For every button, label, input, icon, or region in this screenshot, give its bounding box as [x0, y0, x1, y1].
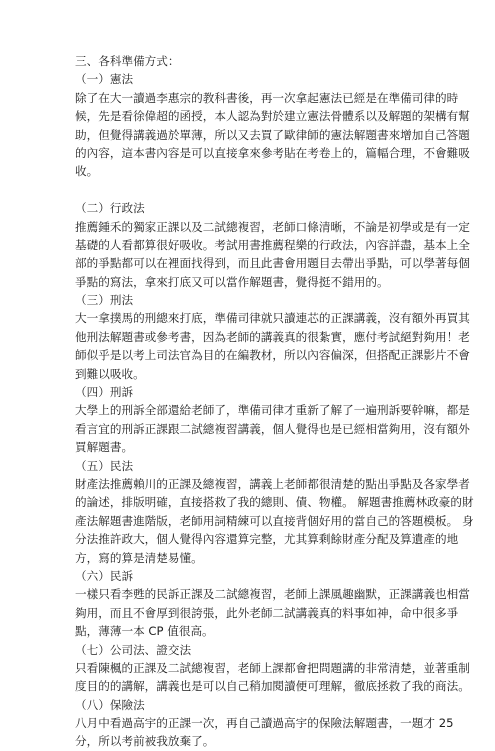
text-line: 助，但覺得講義過於單薄，所以又去買了歐律師的憲法解題書來增加自己答題 [75, 127, 470, 142]
text-line: 除了在大一讀過李惠宗的教科書後，再一次拿起憲法已經是在準備司律的時 [75, 90, 459, 105]
text-line: 度目的的講解，講義也是可以自己稍加閱讀便可理解，徹底拯救了我的商法。 [75, 679, 470, 694]
text-line: 候，先是看徐偉超的函授，本人認為對於建立憲法骨體系以及解題的架構有幫 [75, 109, 470, 124]
section-heading: （一）憲法 [75, 72, 134, 87]
text-line: 師似乎是以考上司法官為目的在編教材，所以內容偏深，但搭配正課影片不會 [75, 348, 470, 363]
text-line: 夠用，而且不會厚到很誇張，此外老師二試講義真的料事如神，命中很多爭 [75, 605, 459, 620]
text-line: 的內容，這本書內容是可以直接拿來參考貼在考卷上的，篇幅合理，不會難吸 [75, 145, 470, 160]
text-line: 大一拿撲馬的刑總來打底，準備司律就只讀連芯的正課講義，沒有額外再買其 [75, 311, 470, 326]
text-line: 分法推許政大，個人覺得內容還算完整，尤其算剩餘財產分配及算遺產的地 [75, 532, 459, 547]
text-line: 到難以吸收。 [75, 366, 145, 381]
text-line: 部的爭點都可以在裡面找得到，而且此書會用題目去帶出爭點，可以學著每個 [75, 256, 470, 271]
text-line: 買解題書。 [75, 440, 134, 455]
text-line: 基礎的人看都算很好吸收。考試用書推薦程樂的行政法，內容詳盡，基本上全 [75, 237, 470, 252]
text-line: 推薦鍾禾的獨家正課以及二試總複習，老師口條清晰，不論是初學或是有一定 [75, 219, 470, 234]
text-line: 只看陳楓的正課及二試總複習，老師上課都會把問題講的非常清楚，並著重制 [75, 660, 470, 675]
text-line: 收。 [75, 164, 99, 179]
text-line: 爭點的寫法，拿來打底又可以當作解題書，覺得挺不錯用的。 [75, 274, 389, 289]
text-line: 看言宜的刑訴正課跟二試總複習講義，個人覺得也是已經相當夠用，沒有額外 [75, 421, 470, 436]
section-heading: （五）民法 [75, 458, 134, 473]
text-line: 方，寫的算是清楚易懂。 [75, 550, 203, 565]
text-line: 點，薄薄一本 CP 值很高。 [75, 624, 214, 639]
text-line: 八月中看過高宇的正課一次，再自己讀過高宇的保險法解題書，一題才 25 [75, 716, 454, 731]
text-line: 大學上的刑訴全部還給老師了，準備司律才重新了解了一遍刑訴要幹嘛，都是 [75, 403, 470, 418]
section-heading: （六）民訴 [75, 568, 134, 583]
section-heading: （二）行政法 [75, 201, 145, 216]
text-line: 分，所以考前被我放棄了。 [75, 734, 215, 749]
text-line: 一樣只看李甦的民訴正課及二試總複習，老師上課風趣幽默，正課講義也相當 [75, 587, 470, 602]
document-body [75, 52, 474, 751]
text-line: 財產法推薦賴川的正課及總複習，講義上老師都很清楚的點出爭點及各家學者 [75, 476, 470, 491]
text-line: 的論述，排版明確，直接搭救了我的總則、債、物權。 解題書推薦林政豪的財 [75, 495, 474, 510]
paragraph-gap [75, 181, 425, 199]
section-heading: （七）公司法、證交法 [75, 642, 192, 657]
text-line: 產法解題書進階版，老師用詞精練可以直接背個好用的當自己的答題模板。 身 [75, 513, 474, 528]
chapter-heading: 三、各科準備方式： [75, 54, 180, 68]
section-heading: （三）刑法 [75, 293, 134, 308]
section-heading: （四）刑訴 [75, 385, 134, 400]
text-line: 他刑法解題書或參考書，因為老師的講義真的很紮實，應付考試絕對夠用！老 [75, 329, 470, 344]
section-heading: （八）保險法 [75, 697, 145, 712]
